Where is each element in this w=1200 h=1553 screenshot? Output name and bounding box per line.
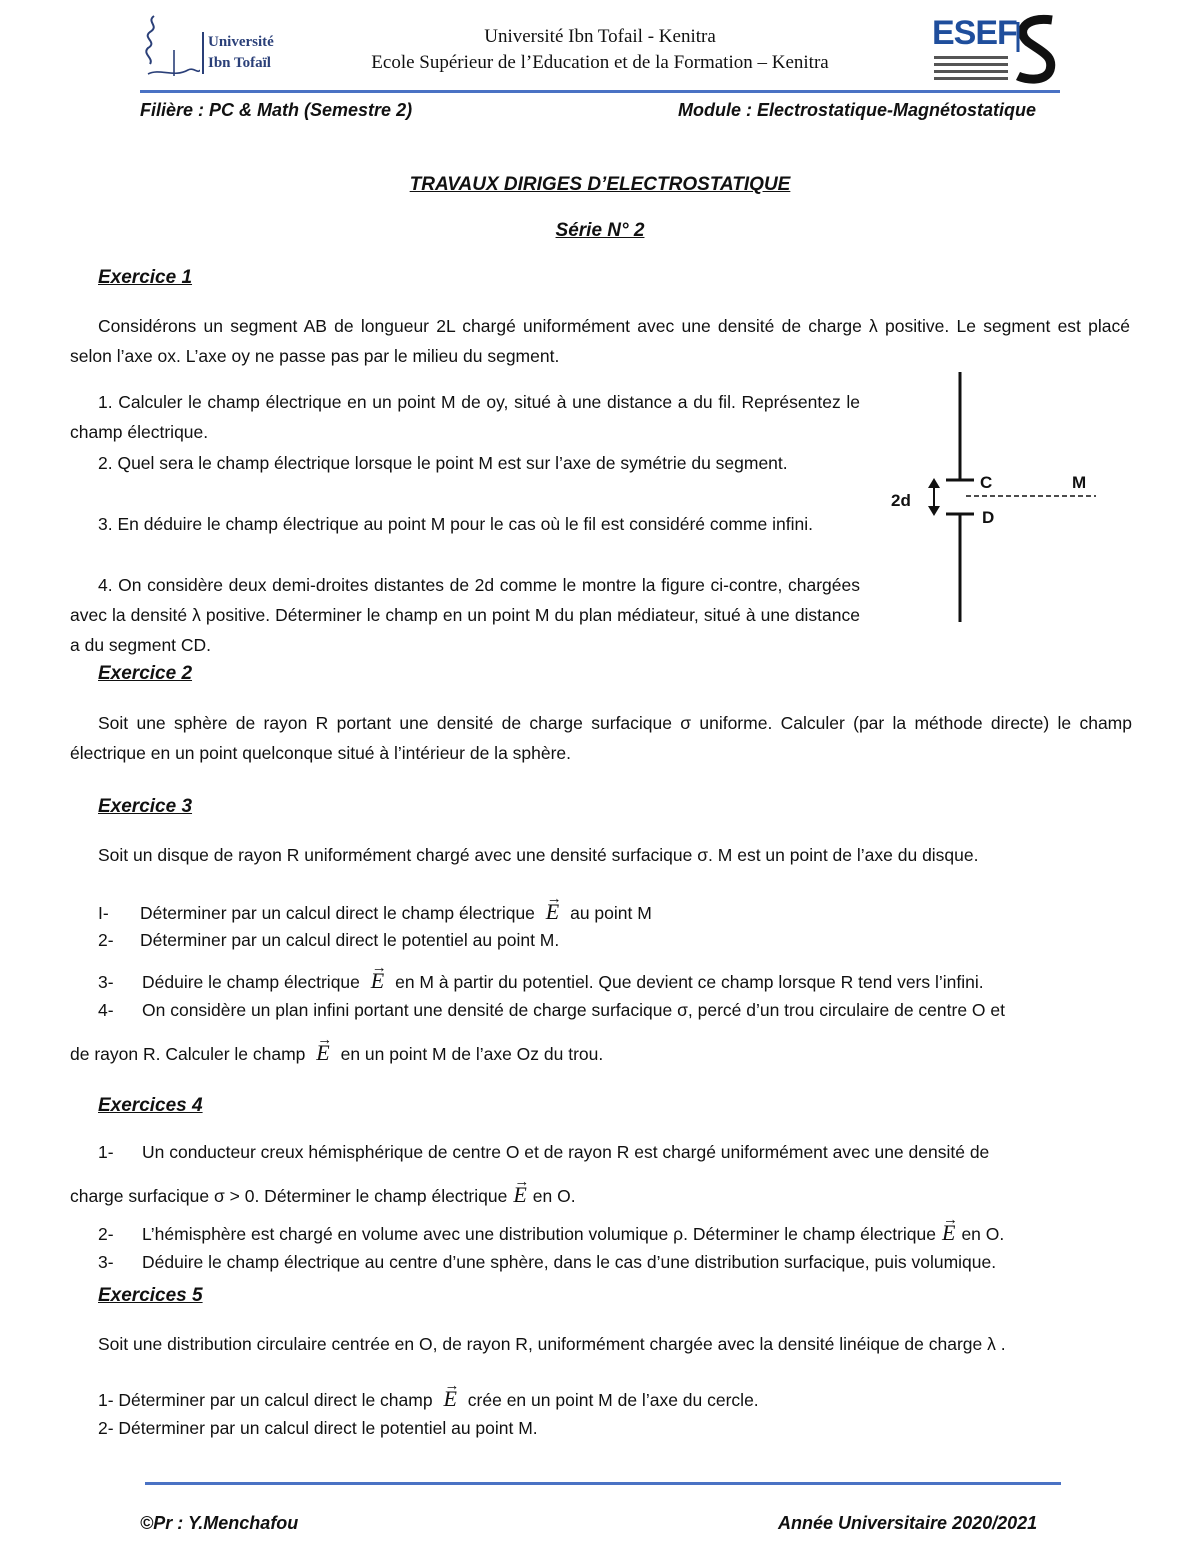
footer-rule — [145, 1482, 1061, 1485]
serie-number: Série N° 2 — [555, 220, 645, 241]
footer-year: Année Universitaire 2020/2021 — [778, 1513, 1038, 1533]
footer-author: ©Pr : Y.Menchafou — [140, 1513, 299, 1533]
exercise-4-q2-text-b: en O. — [961, 1224, 1005, 1244]
exercise-4-q3-text: Déduire le champ électrique au centre d’une sphère, dans le cas d’une distribution surfacique, puis volumique. — [142, 1252, 997, 1272]
exercise-1-q2: 2. Quel sera le champ électrique lorsque le point M est sur l’axe de symétrie du segment. — [98, 453, 788, 473]
university-emblem-icon — [140, 12, 200, 82]
exercise-4-q1-text-c: en O. — [532, 1186, 576, 1206]
exercise-4-heading: Exercices 4 — [98, 1095, 203, 1116]
exercise-5-q1 — [98, 1382, 759, 1417]
exercise-4-q2-text-a: L’hémisphère est chargé en volume avec une distribution volumique ρ. Déterminer le champ électrique — [142, 1224, 936, 1244]
exercise-1-q4: 4. On considère deux demi-droites distantes de 2d comme le montre la figure ci-contre, chargées avec la densité λ positive. Déterminer le champ en un point M du plan médiateur, situé à une distance a du segment CD. — [70, 575, 860, 655]
exercise-3-q1-number: I- — [98, 903, 109, 923]
exercise-4-q3 — [98, 1252, 996, 1273]
exercise-3-q1 — [98, 895, 652, 930]
exercise-2-heading: Exercice 2 — [98, 663, 193, 684]
exercise-5-q2: 2- Déterminer par un calcul direct le potentiel au point M. — [98, 1418, 538, 1438]
vector-e-symbol: → E — [507, 1178, 532, 1212]
university-logo — [140, 12, 300, 82]
figure-m-label: M — [1072, 473, 1087, 492]
exercise-5-intro: Soit une distribution circulaire centrée en O, de rayon R, uniformément chargée avec la densité linéique de charge λ . — [98, 1334, 1006, 1354]
university-logo-line1: Université — [208, 34, 274, 50]
header-rule — [140, 90, 1060, 93]
page-title: TRAVAUX DIRIGES D’ELECTROSTATIQUE — [409, 174, 791, 195]
esef-logo-text: ESEF — [932, 14, 1017, 52]
header-school: Ecole Supérieur de l’Education et de la Formation – Kenitra — [371, 52, 829, 73]
exercise-3-q3 — [98, 964, 984, 999]
exercise-5-heading: Exercices 5 — [98, 1285, 203, 1306]
filiere-label: Filière : PC & Math (Semestre 2) — [140, 100, 413, 120]
exercise-1-heading: Exercice 1 — [98, 267, 193, 288]
exercise-4-q1 — [98, 1142, 1132, 1163]
figure-d-label: D — [982, 508, 995, 527]
esef-s-emblem-icon — [1014, 14, 1060, 84]
vector-e-symbol: → E — [540, 895, 565, 929]
exercise-1-q1: 1. Calculer le champ électrique en un point M de oy, situé à une distance a du fil. Représentez le champ électrique. — [70, 392, 860, 442]
exercise-4-q2-number: 2- — [98, 1224, 114, 1244]
exercise-3-intro: Soit un disque de rayon R uniformément chargé avec une densité surfacique σ. M est un point de l’axe du disque. — [98, 845, 979, 865]
exercise-3-q2 — [98, 930, 559, 951]
exercise-5-q1-text-b: crée en un point M de l’axe du cercle. — [467, 1390, 759, 1410]
university-logo-line2: Ibn Tofaïl — [208, 55, 271, 71]
exercise-3-q2-text: Déterminer par un calcul direct le potentiel au point M. — [140, 930, 560, 950]
exercise-3-q2-number: 2- — [98, 930, 114, 950]
figure-c-label: C — [980, 473, 993, 492]
exercise-4-q1-number: 1- — [98, 1142, 114, 1162]
exercise-3-q4-text-a: On considère un plan infini portant une densité de charge surfacique σ, percé d’un trou circulaire de centre O et — [142, 1000, 1005, 1020]
esef-logo — [930, 14, 1060, 84]
exercise-3-heading: Exercice 3 — [98, 796, 193, 817]
exercise-4-q1-continued — [70, 1178, 576, 1213]
exercise-3-q4-text-b: de rayon R. Calculer le champ — [70, 1044, 306, 1064]
header-university: Université Ibn Tofail - Kenitra — [484, 26, 716, 47]
vector-e-symbol: → E — [437, 1382, 462, 1416]
exercise-3-q4-text-c: en un point M de l’axe Oz du trou. — [340, 1044, 604, 1064]
half-lines-figure — [880, 368, 1110, 628]
exercise-2-text: Soit une sphère de rayon R portant une densité de charge surfacique σ uniforme. Calculer (par la méthode directe) le champ électrique en un point quelconque situé à l’intérieur de la sphère. — [70, 713, 1132, 763]
exercise-3-q4-number: 4- — [98, 1000, 114, 1020]
exercise-5-q1-text-a: 1- Déterminer par un calcul direct le champ — [98, 1390, 433, 1410]
exercise-4-q1-text-b: charge surfacique σ > 0. Déterminer le champ électrique — [70, 1186, 508, 1206]
exercise-1-intro: Considérons un segment AB de longueur 2L chargé uniformément avec une densité de charge λ positive. Le segment est placé selon l’axe ox. L’axe oy ne passe pas par le milieu du segment. — [70, 316, 1130, 366]
exercise-3-q3-number: 3- — [98, 972, 114, 992]
exercise-3-q3-text-b: en M à partir du potentiel. Que devient ce champ lorsque R tend vers l’infini. — [395, 972, 984, 992]
exercise-4-q2 — [98, 1216, 1004, 1251]
exercise-3-q4-continued — [70, 1036, 603, 1071]
exercise-4-q3-number: 3- — [98, 1252, 114, 1272]
module-label: Module : Electrostatique-Magnétostatique — [678, 100, 1037, 120]
exercise-1-q3: 3. En déduire le champ électrique au point M pour le cas où le fil est considéré comme infini. — [98, 514, 813, 534]
exercise-3-q3-text-a: Déduire le champ électrique — [142, 972, 360, 992]
vector-e-symbol: → E — [365, 964, 390, 998]
vector-e-symbol: → E — [310, 1036, 335, 1070]
header-center — [330, 24, 870, 76]
exercise-3-q1-text-b: au point M — [570, 903, 652, 923]
esef-subtitle-lines-icon — [930, 54, 1012, 84]
exercise-3-q4 — [98, 1000, 1132, 1021]
vector-e-symbol: → E — [936, 1216, 961, 1250]
exercise-3-q1-text-a: Déterminer par un calcul direct le champ électrique — [140, 903, 535, 923]
figure-2d-label: 2d — [891, 491, 911, 510]
exercise-4-q1-text-a: Un conducteur creux hémisphérique de centre O et de rayon R est chargé uniformément avec une densité de — [142, 1142, 990, 1162]
